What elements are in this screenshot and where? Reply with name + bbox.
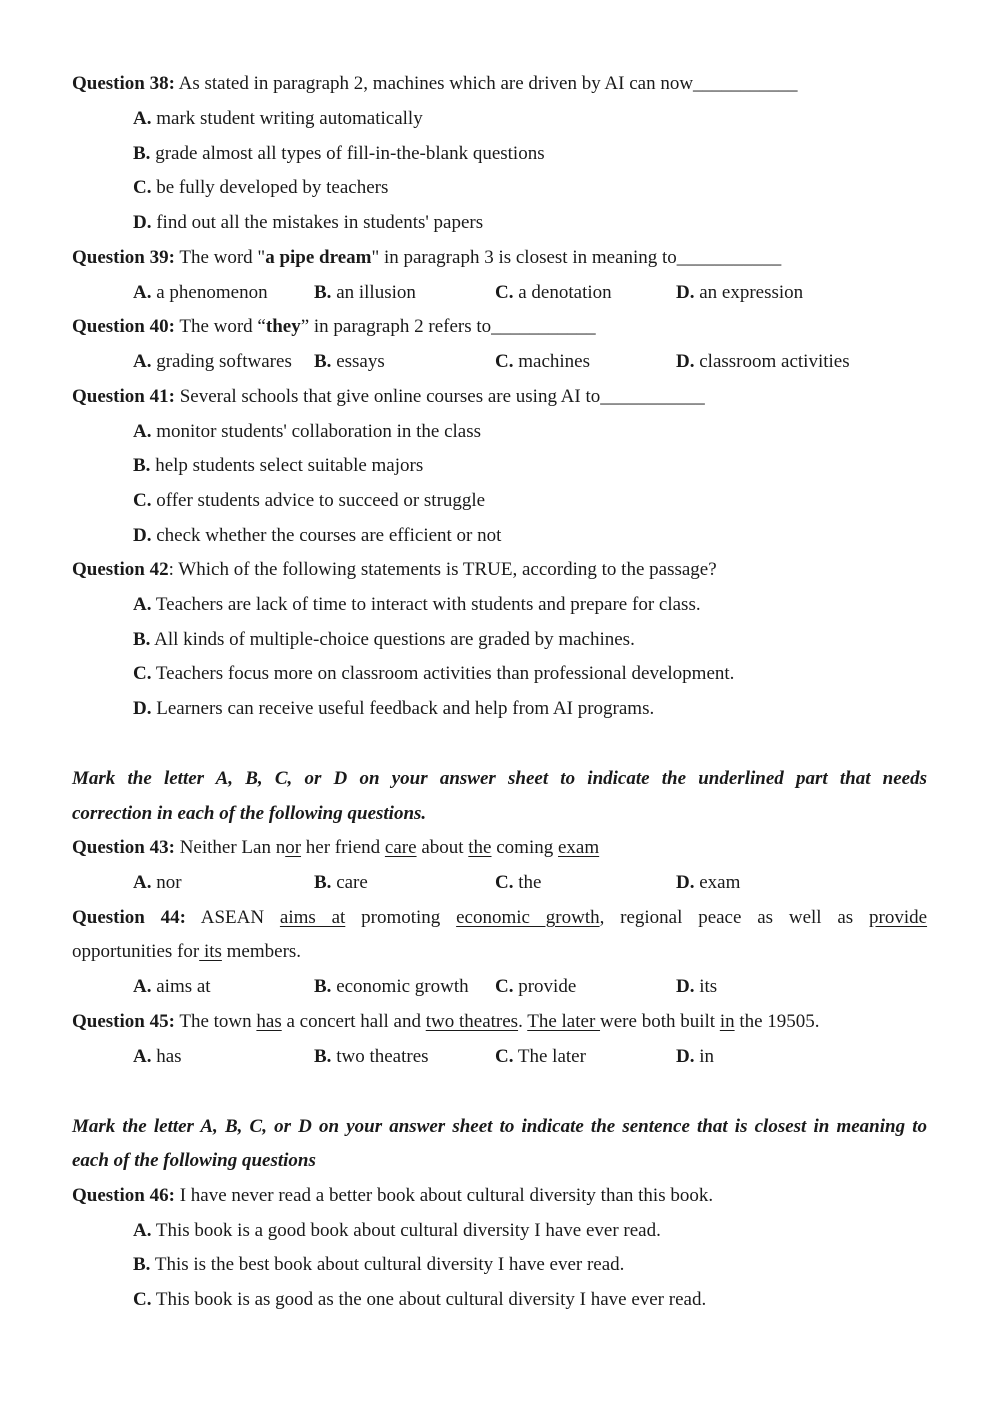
option-a: A. grading softwares (133, 351, 292, 372)
option-b: B. This is the best book about cultural diversity I have ever read. (133, 1254, 625, 1275)
underlined-part: in (719, 1011, 735, 1032)
highlighted-phrase: a pipe dream (265, 247, 372, 268)
underlined-part: aims at (279, 907, 346, 928)
question-text: Several schools that give online courses are using AI to___________ (174, 386, 705, 407)
option-a: A. nor (133, 872, 182, 893)
highlighted-phrase: they (265, 316, 301, 337)
question-label: Question 40: (72, 316, 175, 337)
underlined-part: care (384, 837, 417, 858)
option-b: B. an illusion (314, 282, 416, 303)
option-d: D. exam (676, 872, 741, 893)
underlined-part: exam (558, 837, 600, 858)
option-c: C. a denotation (495, 282, 612, 303)
underlined-part: or (285, 837, 302, 858)
option-c: C. the (495, 872, 542, 893)
question-44: Question 44: ASEAN aims at promoting economic growth, regional peace as well as provide (72, 907, 928, 928)
option-a: A. aims at (133, 976, 211, 997)
question-label: Question 39: (72, 247, 175, 268)
underlined-part: the (468, 837, 492, 858)
question-39: Question 39: The word "a pipe dream" in paragraph 3 is closest in meaning to___________ (72, 247, 782, 268)
question-43: Question 43: Neither Lan nor her friend care about the coming exam (72, 837, 600, 858)
section-instruction-continued: each of the following questions (72, 1150, 316, 1171)
underlined-part: two theatres (425, 1011, 519, 1032)
question-label: Question 42 (72, 559, 169, 580)
question-42 (72, 558, 717, 582)
question-40: Question 40: The word “they” in paragraph 2 refers to___________ (72, 316, 596, 337)
question-text: As stated in paragraph 2, machines which are driven by AI can now___________ (174, 73, 798, 94)
option-d: D. an expression (676, 282, 804, 303)
option-b: B. care (314, 872, 368, 893)
section-instruction: Mark the letter A, B, C, or D on your answer sheet to indicate the sentence that is closest in meaning to (72, 1116, 927, 1137)
option-b: B. All kinds of multiple-choice questions are graded by machines. (133, 629, 635, 650)
question-44-continued: opportunities for its members. (72, 941, 302, 962)
question-label: Question 43: (72, 837, 175, 858)
question-41 (72, 385, 705, 409)
option-b: B. two theatres (314, 1046, 429, 1067)
option-c: C. The later (495, 1046, 586, 1067)
question-label: Question 38: (72, 73, 175, 94)
option-a: A. mark student writing automatically (133, 108, 423, 129)
section-instruction-continued: correction in each of the following questions. (72, 803, 427, 824)
option-c: C. provide (495, 976, 577, 997)
option-d: D. classroom activities (676, 351, 850, 372)
question-45: Question 45: The town has a concert hall and two theatres. The later were both built in the 19505. (72, 1011, 820, 1032)
option-b: B. economic growth (314, 976, 469, 997)
underlined-part: The later (527, 1011, 601, 1032)
option-a: A. Teachers are lack of time to interact with students and prepare for class. (133, 594, 701, 615)
option-c: C. offer students advice to succeed or struggle (133, 490, 486, 511)
option-b: B. essays (314, 351, 385, 372)
option-c: C. Teachers focus more on classroom activities than professional development. (133, 663, 735, 684)
question-label: Question 41: (72, 386, 175, 407)
question-38 (72, 72, 798, 96)
option-a: A. monitor students' collaboration in the class (133, 421, 482, 442)
option-a: A. This book is a good book about cultural diversity I have ever read. (133, 1220, 661, 1241)
option-c: C. machines (495, 351, 590, 372)
option-d: D. its (676, 976, 718, 997)
question-text: : Which of the following statements is TRUE, according to the passage? (168, 559, 717, 580)
question-label: Question 46: (72, 1185, 175, 1206)
option-c: C. This book is as good as the one about cultural diversity I have ever read. (133, 1289, 707, 1310)
underlined-part: provide (869, 907, 928, 928)
option-d: D. Learners can receive useful feedback and help from AI programs. (133, 698, 655, 719)
option-b: B. help students select suitable majors (133, 455, 424, 476)
question-text: I have never read a better book about cultural diversity than this book. (174, 1185, 714, 1206)
option-d: D. in (676, 1046, 715, 1067)
option-a: A. has (133, 1046, 182, 1067)
question-label: Question 44: (72, 907, 186, 928)
section-instruction: Mark the letter A, B, C, or D on your answer sheet to indicate the underlined part that needs (72, 768, 927, 789)
option-a: A. a phenomenon (133, 282, 268, 303)
option-d: D. find out all the mistakes in students' papers (133, 212, 484, 233)
option-b: B. grade almost all types of fill-in-the-blank questions (133, 143, 545, 164)
option-c: C. be fully developed by teachers (133, 177, 389, 198)
question-46 (72, 1184, 713, 1208)
underlined-part: economic growth (456, 907, 600, 928)
question-label: Question 45: (72, 1011, 175, 1032)
option-d: D. check whether the courses are efficient or not (133, 525, 502, 546)
underlined-part: its (199, 941, 222, 962)
underlined-part: has (256, 1011, 282, 1032)
